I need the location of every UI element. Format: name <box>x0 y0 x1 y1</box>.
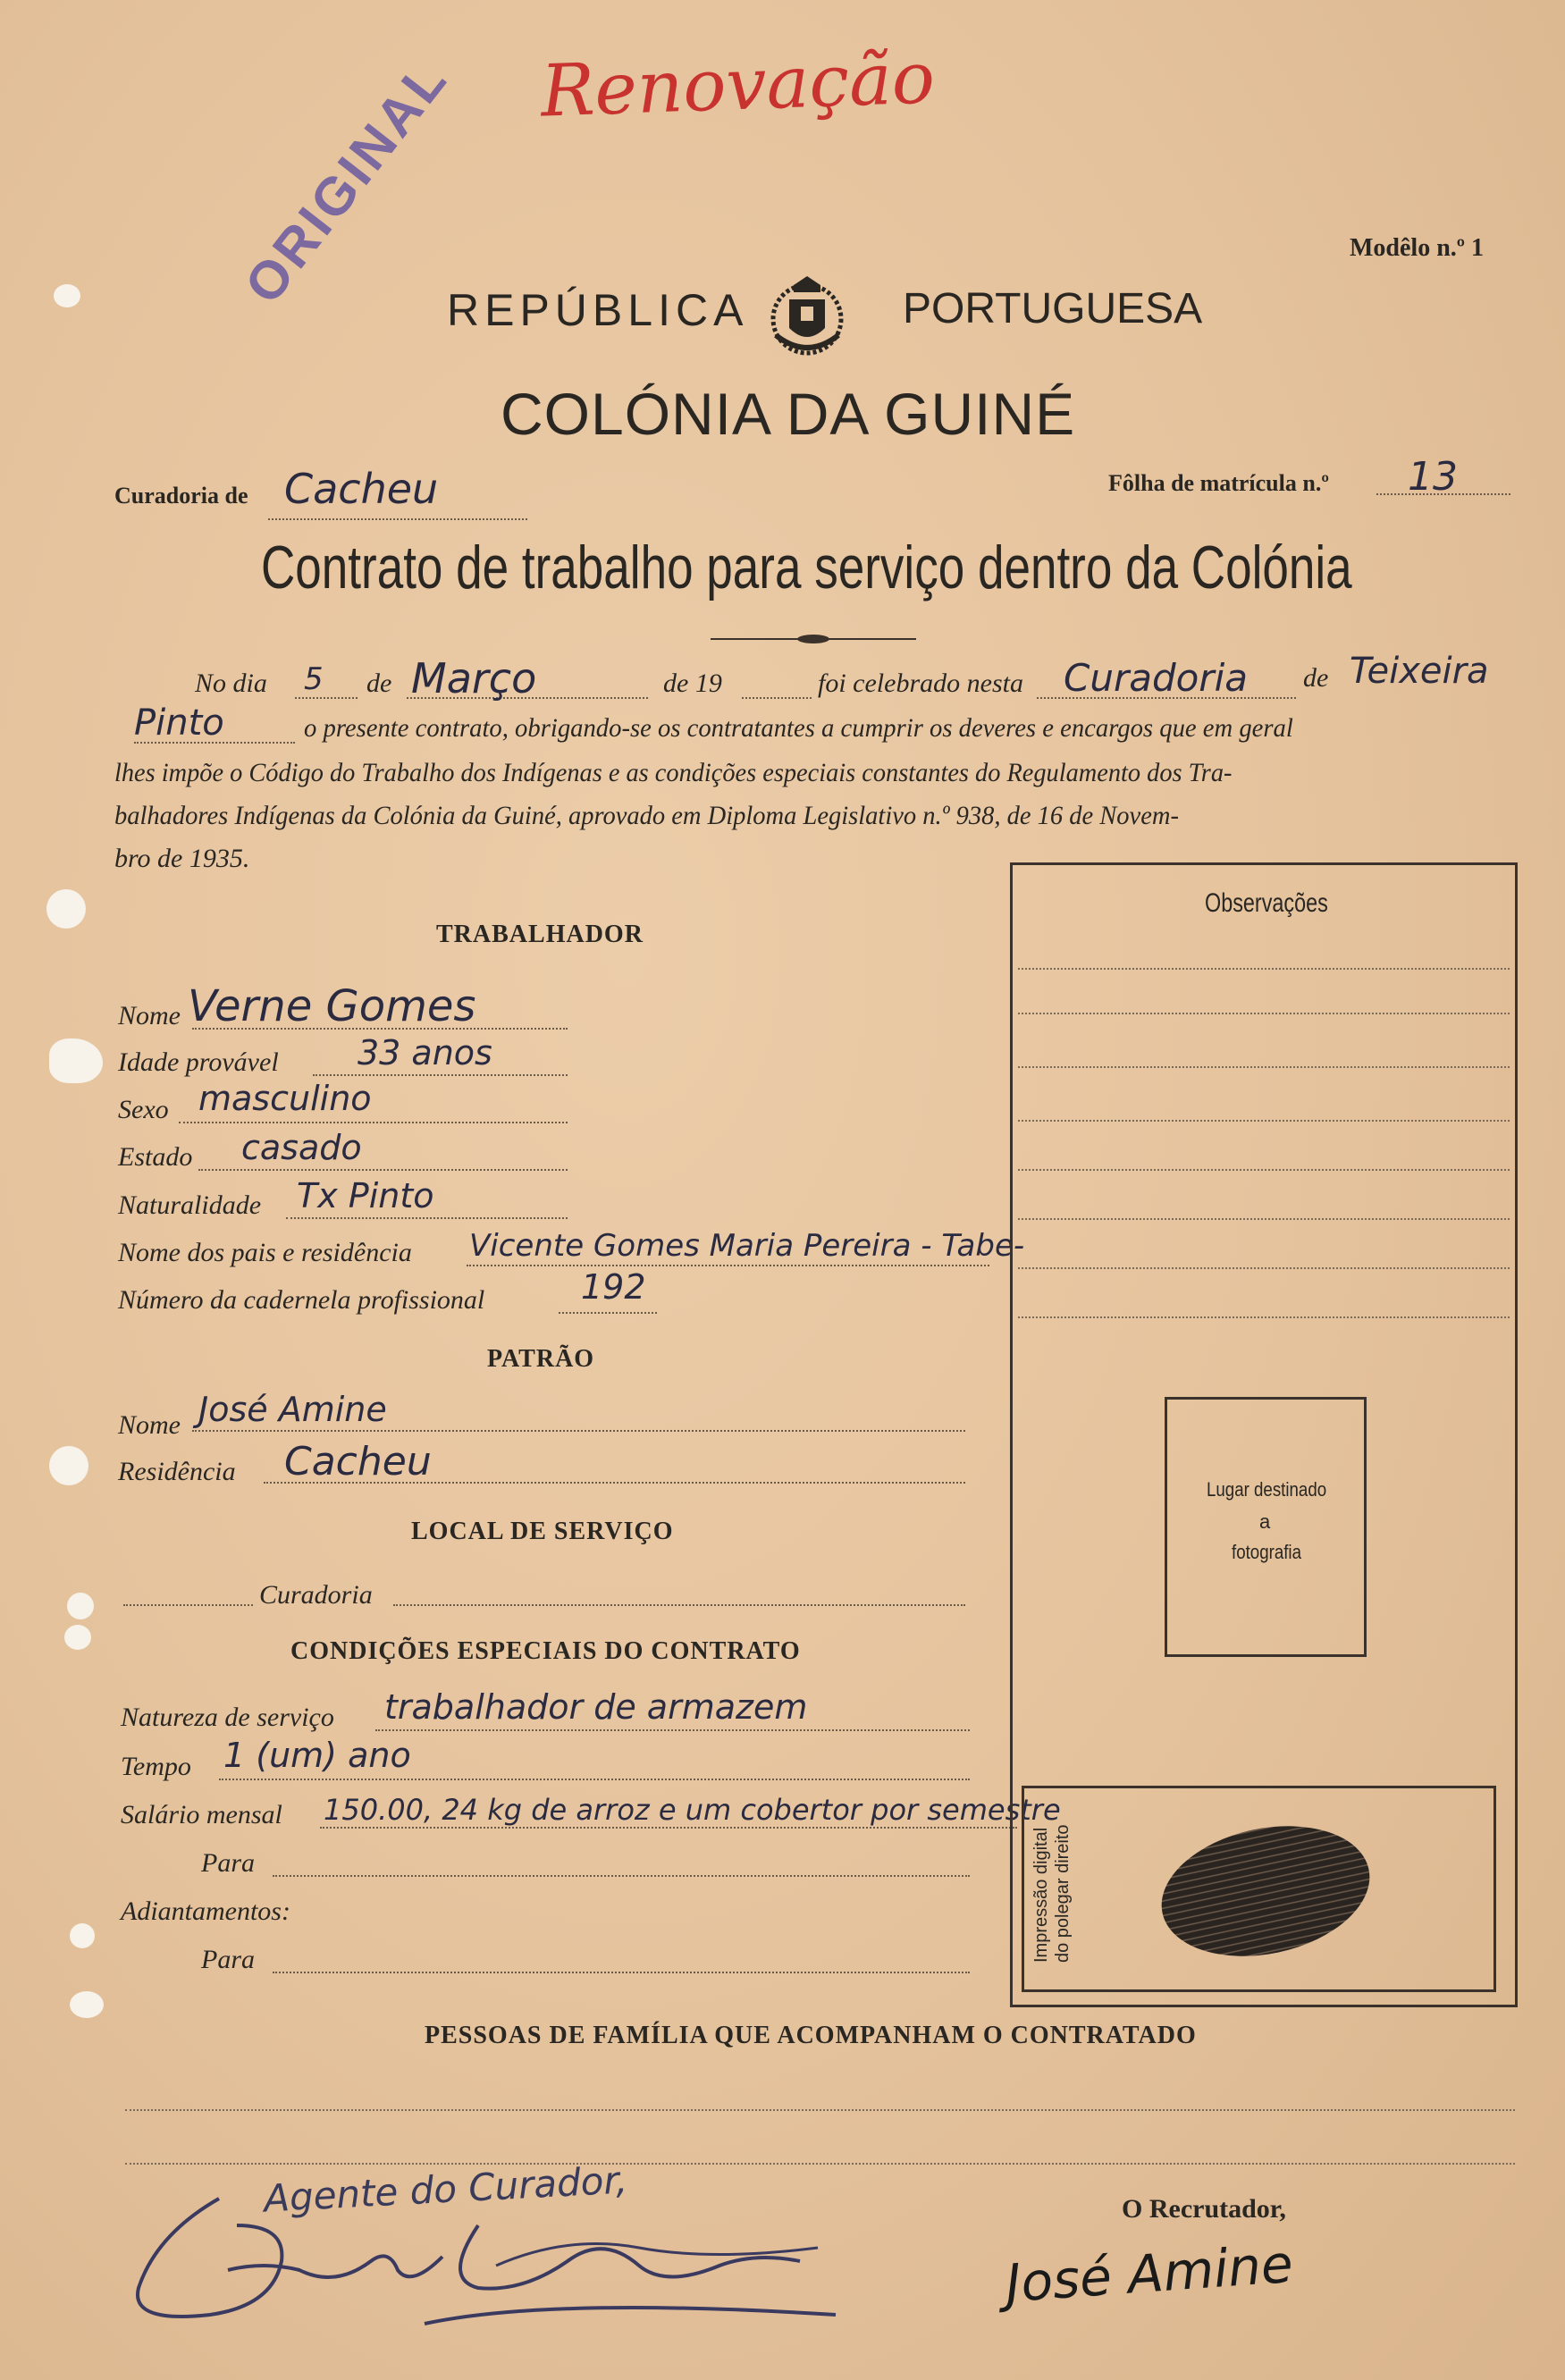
field-label: Residência <box>118 1457 236 1486</box>
worker-sex-value: masculino <box>198 1079 372 1118</box>
preamble-place: Pinto <box>134 702 224 744</box>
photo-label: Lugar destinado <box>1207 1478 1327 1501</box>
preamble-text: lhes impõe o Código do Trabalho dos Indígenas e as condições especiais constantes do Regulamento dos Tra- <box>114 758 1233 787</box>
field-label: Número da cadernela profissional <box>118 1285 485 1315</box>
service-location-heading: LOCAL DE SERVIÇO <box>411 1518 674 1545</box>
ornamental-divider <box>711 633 916 642</box>
original-stamp: ORIGINAL <box>232 48 459 315</box>
paper-tear <box>49 1039 103 1083</box>
preamble-text: foi celebrado nesta <box>818 669 1023 698</box>
preamble-month: Março <box>411 654 537 702</box>
recruiter-label: O Recrutador, <box>1122 2194 1286 2224</box>
folha-value: 13 <box>1408 454 1458 500</box>
preamble-place: Curadoria <box>1064 656 1248 700</box>
photo-label: a <box>1259 1510 1271 1533</box>
field-label: Sexo <box>118 1095 169 1124</box>
worker-name-value: Verne Gomes <box>188 981 476 1031</box>
curadoria-label: Curadoria de <box>114 483 248 509</box>
preamble-text: de <box>1303 663 1329 693</box>
field-label: Curadoria <box>259 1580 373 1610</box>
field-label: Tempo <box>121 1752 191 1781</box>
field-label: Natureza de serviço <box>121 1703 334 1732</box>
thumbprint-image <box>1154 1824 1377 1958</box>
salary-value: 150.00, 24 kg de arroz e um cobertor por semestre <box>324 1793 1061 1827</box>
paper-tear <box>67 1593 94 1619</box>
header-republica: REPÚBLICA <box>447 285 749 335</box>
worker-birthplace-value: Tx Pinto <box>297 1176 434 1215</box>
observations-heading: Observações <box>1205 888 1328 918</box>
punch-hole <box>46 889 86 929</box>
agent-label: Agente do Curador, <box>262 2157 629 2221</box>
punch-hole <box>49 1446 88 1485</box>
preamble-text: de <box>366 669 392 698</box>
paper-tear <box>54 284 80 307</box>
paper-tear <box>70 1991 104 2018</box>
field-label: Para <box>201 1848 255 1878</box>
photo-placeholder <box>1165 1397 1367 1657</box>
worker-heading: TRABALHADOR <box>436 921 644 948</box>
preamble-day: 5 <box>304 661 324 697</box>
model-number: Modêlo n.º 1 <box>1350 234 1485 262</box>
worker-age-value: 33 anos <box>358 1033 492 1072</box>
preamble-text: o presente contrato, obrigando-se os contratantes a cumprir os deveres e encargos que em geral <box>304 713 1293 743</box>
header-colony: COLÓNIA DA GUINÉ <box>501 381 1076 447</box>
duration-value: 1 (um) ano <box>223 1736 411 1775</box>
field-label: Nome dos pais e residência <box>118 1238 412 1267</box>
field-label: Salário mensal <box>121 1800 282 1829</box>
preamble-year-prefix: de 19 <box>663 669 722 698</box>
agent-signature <box>103 2163 845 2342</box>
photo-label: fotografia <box>1232 1541 1301 1563</box>
field-label: Nome <box>118 1410 181 1440</box>
field-label: Naturalidade <box>118 1190 262 1220</box>
page-title: Contrato de trabalho para serviço dentro da Colónia <box>261 534 1352 601</box>
family-heading: PESSOAS DE FAMÍLIA QUE ACOMPANHAM O CONTRATADO <box>425 2022 1197 2049</box>
field-label: Para <box>201 1945 255 1974</box>
recruiter-signature: José Amine <box>1004 2233 1295 2315</box>
field-label: Adiantamentos: <box>121 1896 290 1926</box>
paper-tear <box>70 1923 95 1948</box>
field-label: Idade provável <box>118 1047 279 1077</box>
curadoria-value: Cacheu <box>284 465 439 513</box>
conditions-heading: CONDIÇÕES ESPECIAIS DO CONTRATO <box>290 1637 801 1665</box>
thumb-label: do polegar direito <box>1053 1824 1073 1963</box>
employer-heading: PATRÃO <box>487 1345 595 1373</box>
employer-name-value: José Amine <box>198 1390 387 1429</box>
header-portuguesa: PORTUGUESA <box>903 285 1203 332</box>
preamble-text: bro de 1935. <box>114 844 250 873</box>
preamble-place: Teixeira <box>1350 651 1489 692</box>
folha-label: Fôlha de matrícula n.º <box>1108 470 1329 496</box>
preamble-text: No dia <box>195 669 267 698</box>
worker-booklet-value: 192 <box>581 1267 646 1307</box>
renewal-annotation: Renovação <box>539 36 937 133</box>
employer-residence-value: Cacheu <box>284 1439 432 1484</box>
service-nature-value: trabalhador de armazem <box>384 1687 808 1727</box>
field-label: Nome <box>118 1001 181 1030</box>
field-label: Estado <box>118 1142 193 1172</box>
worker-status-value: casado <box>241 1128 362 1167</box>
paper-tear <box>64 1625 91 1650</box>
worker-parents-value: Vicente Gomes Maria Pereira - Tabe- <box>469 1228 1025 1264</box>
preamble-text: balhadores Indígenas da Colónia da Guiné, aprovado em Diploma Legislativo n.º 938, de 16 de Novem- <box>114 801 1179 830</box>
portuguese-coat-of-arms-icon <box>758 273 856 362</box>
thumb-label: Impressão digital <box>1031 1827 1051 1963</box>
thumbprint-box <box>1022 1786 1496 1992</box>
observations-box <box>1010 862 1518 2007</box>
